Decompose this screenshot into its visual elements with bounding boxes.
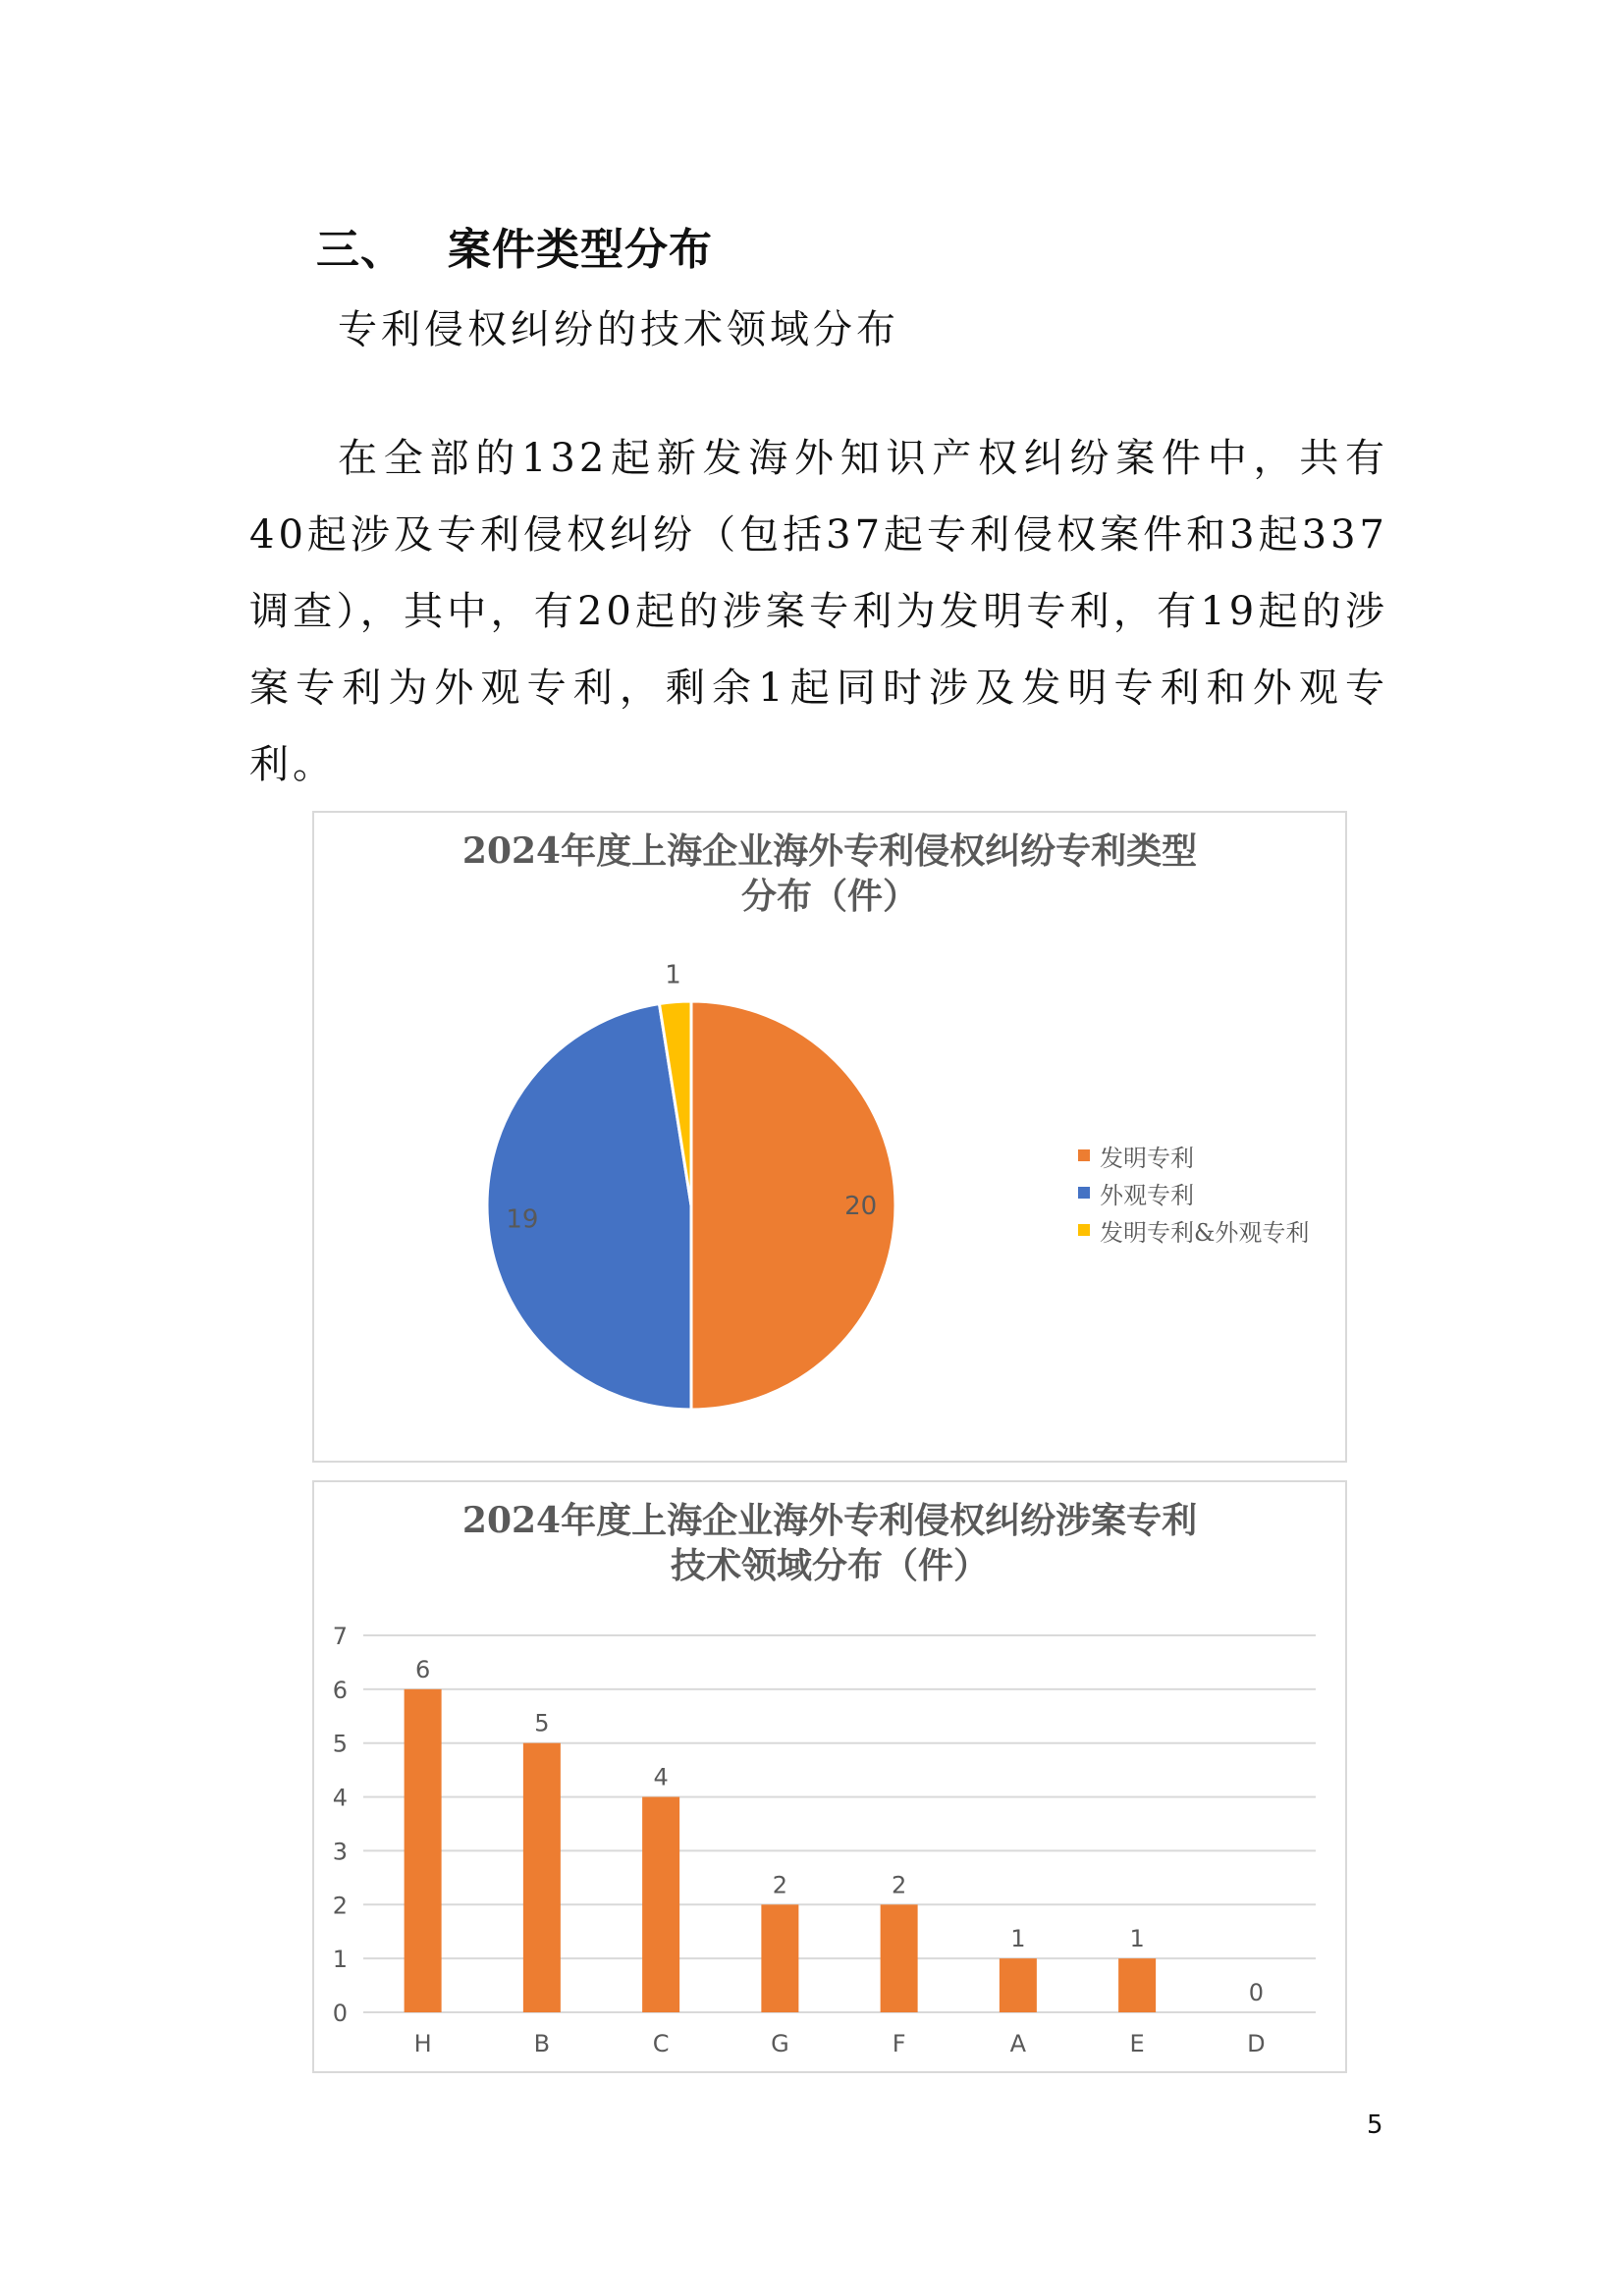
x-tick-label: E (1129, 2030, 1145, 2057)
x-tick-label: G (771, 2030, 789, 2057)
x-tick-label: B (533, 2030, 551, 2057)
x-tick-label: D (1247, 2030, 1266, 2057)
legend-label: 发明专利&外观专利 (1100, 1218, 1310, 1247)
bar-data-label: 4 (653, 1763, 669, 1791)
bar (523, 1743, 561, 2012)
legend-label: 发明专利 (1100, 1144, 1194, 1172)
y-tick-label: 5 (332, 1730, 348, 1758)
pie-chart-title-line2: 分布（件） (740, 876, 918, 917)
page-number: 5 (1367, 2110, 1383, 2140)
bar-chart-plot (314, 1482, 1345, 2071)
y-tick-label: 0 (332, 2000, 348, 2027)
pie-data-label: 1 (665, 960, 681, 990)
bar (1000, 1958, 1037, 2012)
legend-swatch (1078, 1187, 1090, 1199)
y-tick-label: 6 (332, 1676, 348, 1704)
bar-data-label: 2 (772, 1871, 788, 1899)
pie-chart (312, 811, 1347, 1463)
bar (761, 1904, 798, 2012)
bar-data-label: 2 (891, 1871, 907, 1899)
bar (642, 1797, 679, 2012)
x-tick-label: A (1009, 2030, 1027, 2057)
bar (881, 1904, 918, 2012)
body-paragraph: 在全部的132起新发海外知识产权纠纷案件中，共有40起涉及专利侵权纠纷（包括37起专利侵权案件和3起337调查），其中，有20起的涉案专利为发明专利，有19起的涉案专利为外观专利，剩余1起同时涉及发明专利和外观专利。 (249, 436, 1388, 787)
x-tick-label: H (413, 2030, 432, 2057)
pie-data-label: 19 (506, 1204, 539, 1235)
pie-chart-title-line1: 2024年度上海企业海外专利侵权纠纷专利类型 (461, 830, 1198, 872)
legend-swatch (1078, 1149, 1090, 1161)
y-tick-label: 7 (332, 1623, 348, 1650)
bar-data-label: 0 (1248, 1979, 1265, 2006)
bar-data-label: 5 (534, 1709, 550, 1737)
legend-item (1078, 1211, 1309, 1249)
bar-chart (312, 1480, 1347, 2073)
legend-swatch (1078, 1224, 1090, 1236)
section-heading (316, 214, 713, 277)
bar (405, 1689, 442, 2012)
pie-data-label: 20 (844, 1192, 878, 1221)
section-title: 案件类型分布 (448, 225, 713, 275)
bar (1118, 1958, 1156, 2012)
bar-data-label: 6 (414, 1655, 431, 1683)
legend-item (1078, 1174, 1309, 1211)
section-number: 三、 (316, 225, 405, 275)
y-tick-label: 2 (332, 1892, 348, 1920)
legend-label: 外观专利 (1100, 1181, 1194, 1209)
bar-data-label: 1 (1010, 1925, 1026, 1953)
x-tick-label: F (892, 2030, 906, 2057)
bar-chart-title-line1: 2024年度上海企业海外专利侵权纠纷涉案专利 (461, 1500, 1198, 1541)
bar-chart-title-line2: 技术领域分布（件） (670, 1545, 989, 1586)
y-tick-label: 3 (332, 1838, 348, 1866)
y-tick-label: 4 (332, 1784, 348, 1812)
bar-data-label: 1 (1129, 1925, 1145, 1953)
legend-item (1078, 1137, 1309, 1174)
subheading: 专利侵权纠纷的技术领域分布 (338, 307, 899, 352)
pie-legend (1078, 1137, 1309, 1249)
x-tick-label: C (652, 2030, 670, 2057)
y-tick-label: 1 (332, 1946, 348, 1974)
